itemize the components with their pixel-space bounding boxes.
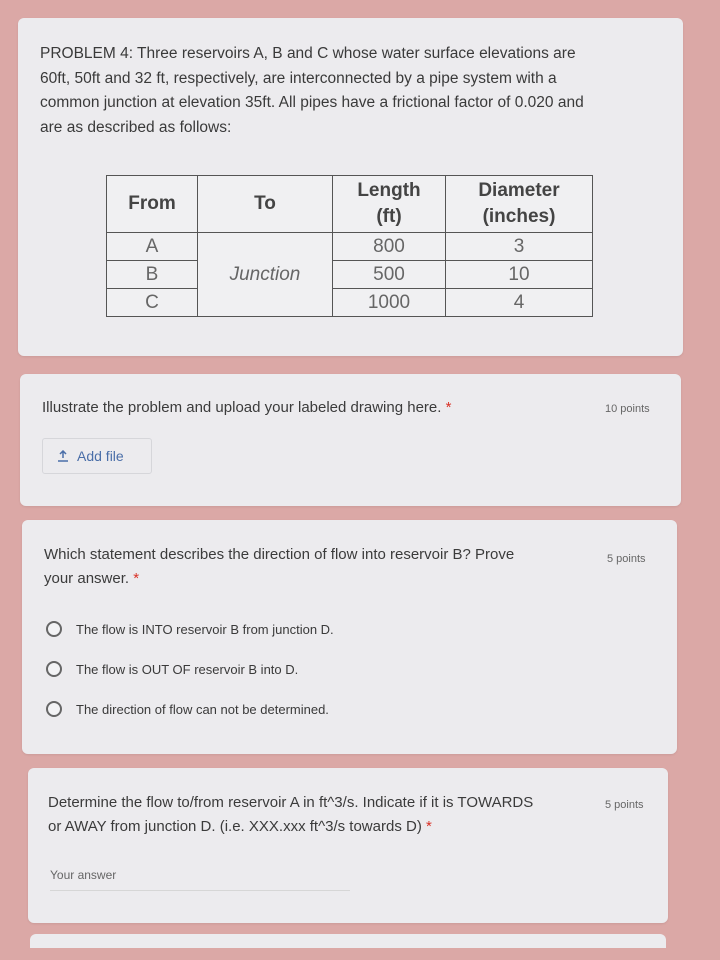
table-row [107,289,593,317]
header-from: From [107,176,198,233]
points-label: 5 points [607,553,646,565]
option-label: The direction of flow can not be determined. [76,701,329,717]
question-title: Which statement describes the direction of flow into reservoir B? Prove your answer. * [44,546,515,587]
option-cannot-determine[interactable] [46,698,329,720]
flowrate-question-card [28,768,668,923]
required-asterisk: * [445,399,452,416]
add-file-label: Add file [77,448,124,464]
problem-card [18,18,683,356]
table-row [107,261,593,289]
add-file-button[interactable] [42,438,152,474]
pipe-table [106,175,593,317]
next-card-edge [30,934,666,948]
cell-from: B [107,261,198,289]
points-label: 10 points [605,403,650,415]
cell-to-junction: Junction [198,233,333,317]
option-out-of-b[interactable] [46,658,298,680]
required-asterisk: * [133,570,140,587]
answer-underline [50,890,350,891]
upload-icon [57,450,69,462]
option-into-b[interactable] [46,618,334,640]
flow-direction-question-card [22,520,677,754]
radio-button[interactable] [46,661,62,677]
option-label: The flow is INTO reservoir B from junction D. [76,621,334,637]
cell-diameter: 4 [446,289,593,317]
table-header-row [107,176,593,233]
cell-from: A [107,233,198,261]
cell-from: C [107,289,198,317]
cell-length: 1000 [333,289,446,317]
table-row [107,233,593,261]
cell-length: 800 [333,233,446,261]
question-title: Determine the flow to/from reservoir A in ft^3/s. Indicate if it is TOWARDS or AWAY from junction D. (i.e. XXX.xxx ft^3/s towards D) * [48,794,534,835]
required-asterisk: * [426,818,432,835]
answer-input[interactable]: Your answer [50,868,117,882]
radio-button[interactable] [46,621,62,637]
radio-button[interactable] [46,701,62,717]
header-length: Length (ft) [333,176,446,233]
question-title: Illustrate the problem and upload your labeled drawing here. * [42,399,452,416]
problem-statement: PROBLEM 4: Three reservoirs A, B and C whose water surface elevations are 60ft, 50ft and 32 ft, respectively, are interconnected by a pipe system with a common junction at elevation 35ft. All pipes have a frictional factor of 0.020 and are as described as follows: [40,45,584,136]
cell-diameter: 10 [446,261,593,289]
header-to: To [198,176,333,233]
header-diameter: Diameter (inches) [446,176,593,233]
cell-diameter: 3 [446,233,593,261]
cell-length: 500 [333,261,446,289]
upload-question-card [20,374,681,506]
option-label: The flow is OUT OF reservoir B into D. [76,661,299,677]
points-label: 5 points [605,799,644,811]
